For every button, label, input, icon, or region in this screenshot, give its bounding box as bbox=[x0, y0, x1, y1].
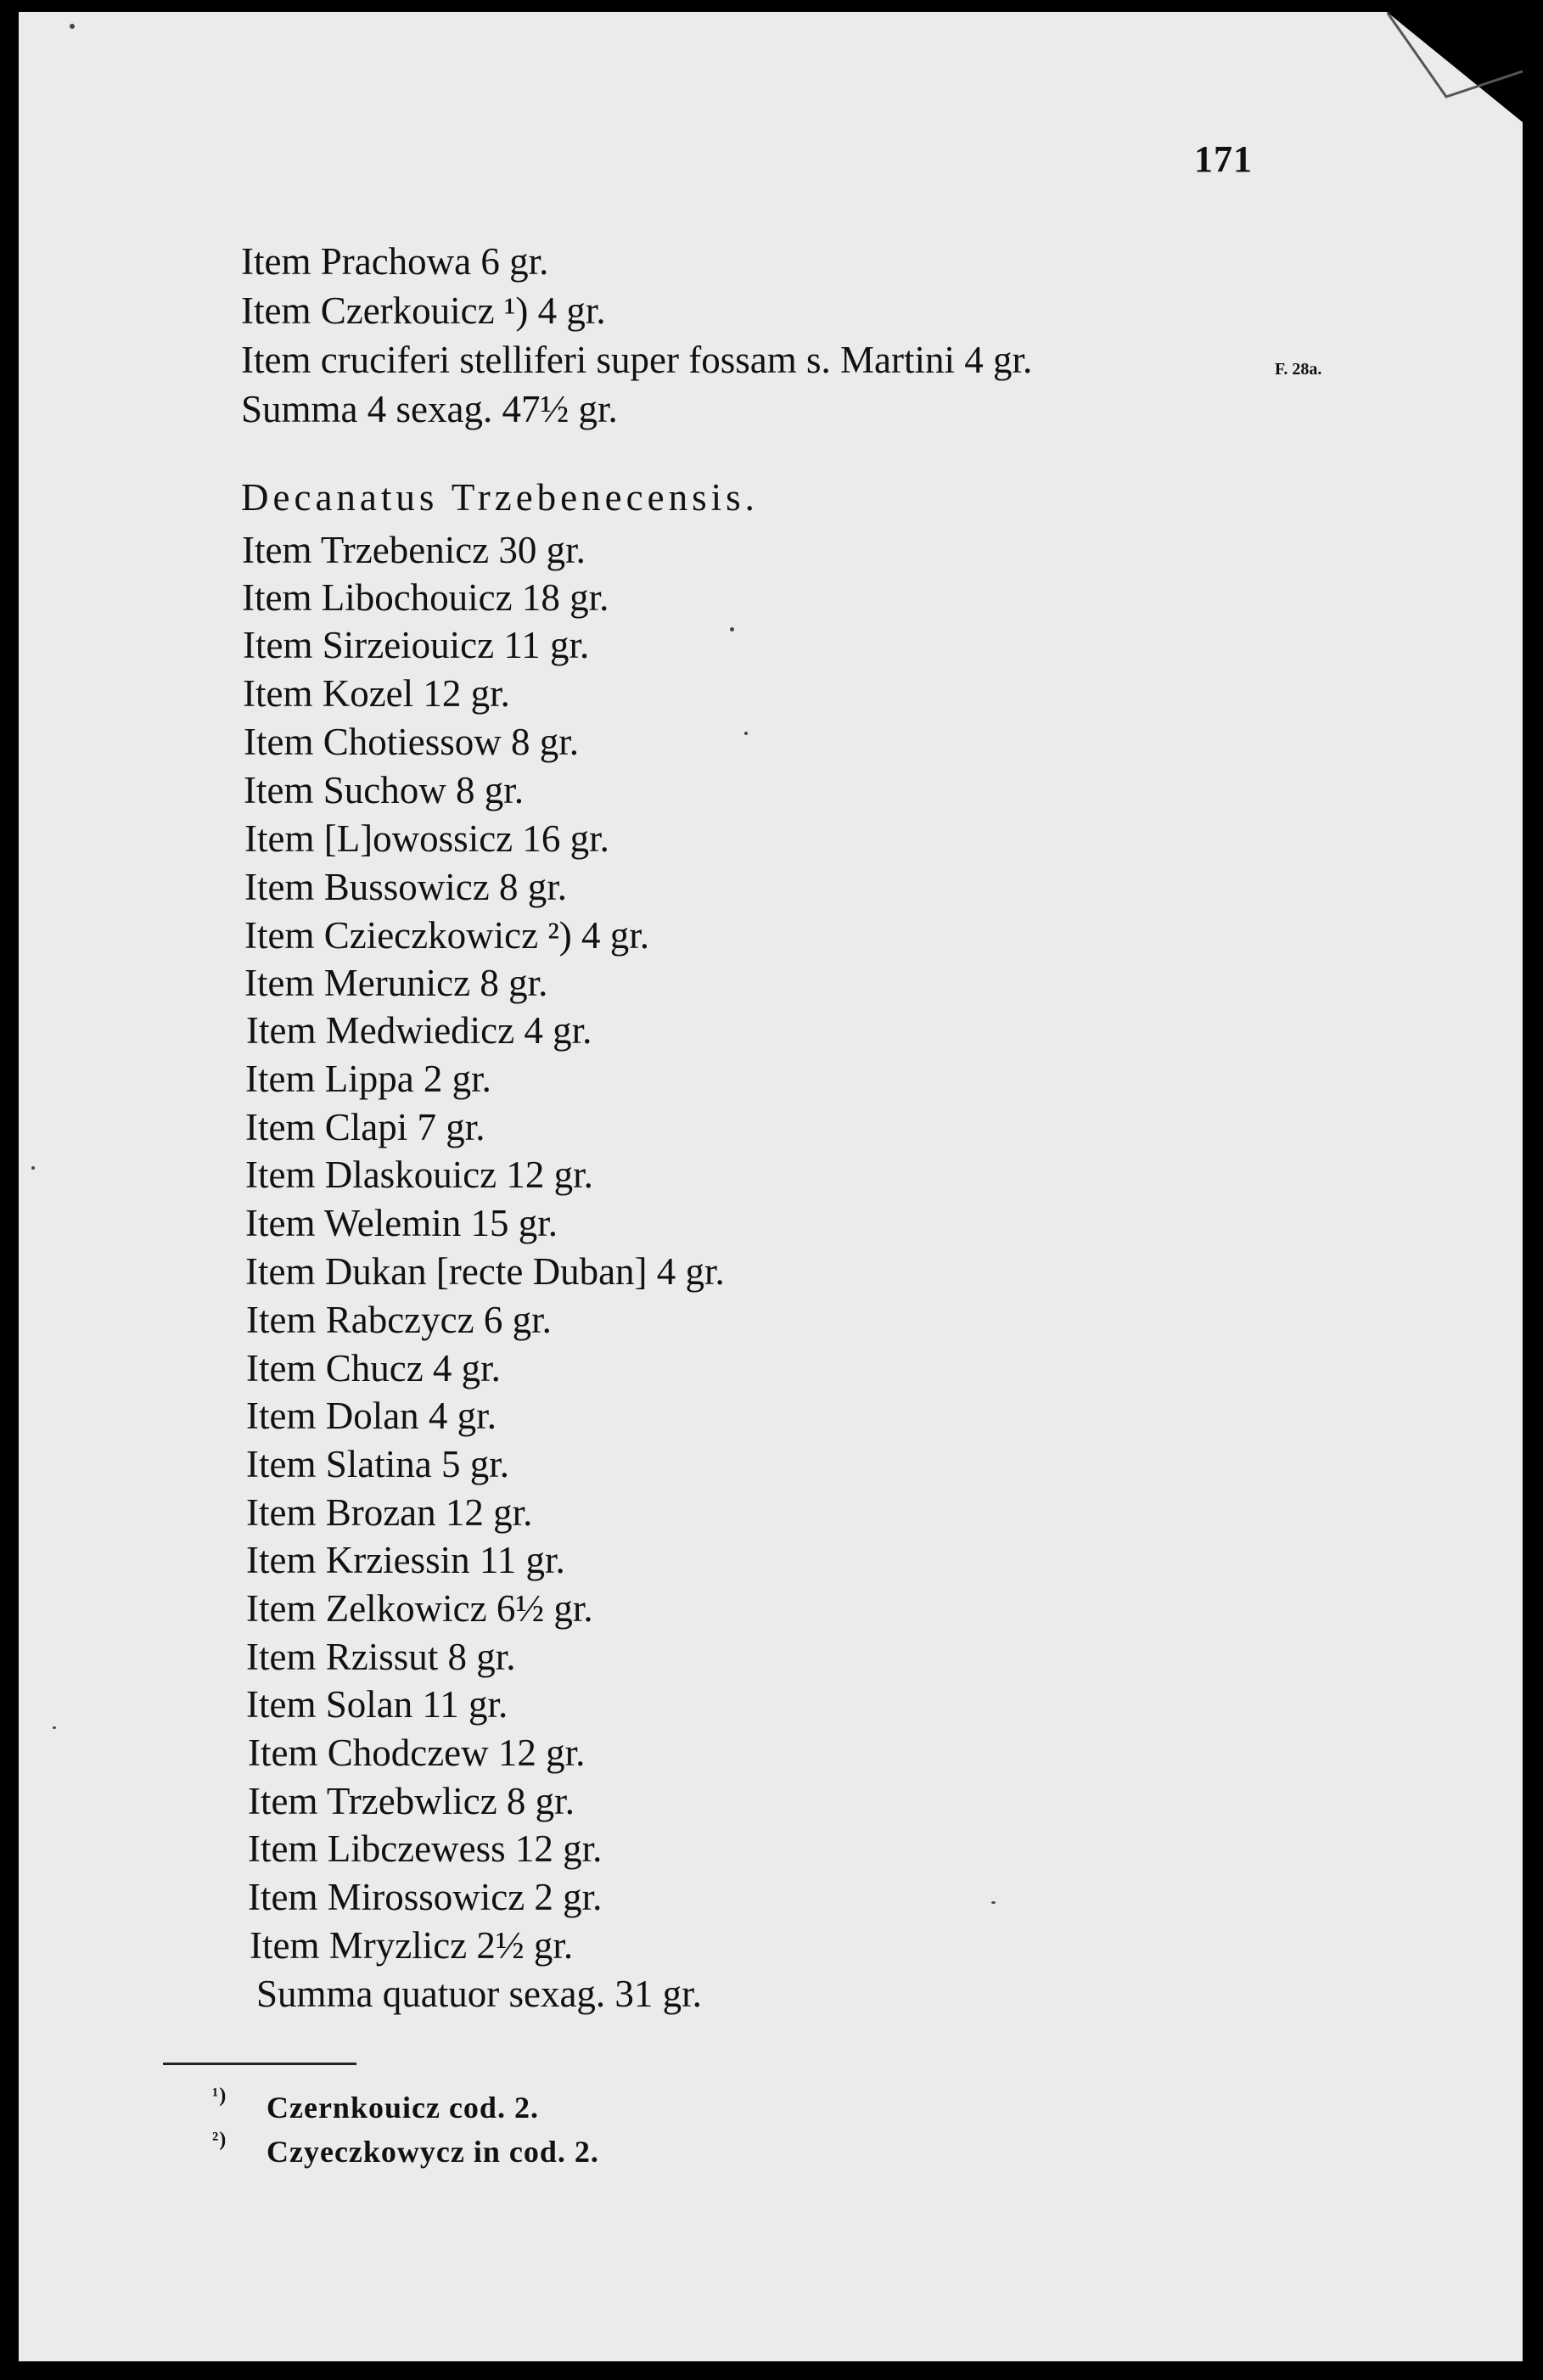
text-line: Item cruciferi stelliferi super fossam s. Martini 4 gr. bbox=[241, 339, 1033, 381]
summa-line: Summa quatuor sexag. 31 gr. bbox=[256, 1973, 702, 2015]
list-item: Item Rzissut 8 gr. bbox=[246, 1636, 516, 1678]
summa-line: Summa 4 sexag. 47½ gr. bbox=[241, 388, 618, 430]
list-item: Item Krziessin 11 gr. bbox=[246, 1539, 565, 1581]
list-item: Item Dolan 4 gr. bbox=[246, 1395, 497, 1437]
section-heading: Decanatus Trzebenecensis. bbox=[241, 476, 759, 519]
list-item: Item Chodczew 12 gr. bbox=[248, 1732, 586, 1774]
list-item: Item Libochouicz 18 gr. bbox=[242, 576, 609, 619]
list-item: Item Chotiessow 8 gr. bbox=[244, 721, 579, 763]
list-item: Item Trzebenicz 30 gr. bbox=[242, 529, 586, 571]
list-item: Item Rabczycz 6 gr. bbox=[246, 1299, 552, 1341]
list-item: Item Welemin 15 gr. bbox=[245, 1202, 558, 1244]
footnote bbox=[212, 2129, 599, 2170]
footnote bbox=[212, 2085, 539, 2125]
list-item: Item Trzebwlicz 8 gr. bbox=[248, 1780, 575, 1822]
paper-speck bbox=[70, 24, 75, 29]
paper-speck bbox=[991, 1901, 996, 1904]
list-item: Item Kozel 12 gr. bbox=[243, 672, 510, 715]
paper-speck bbox=[744, 732, 748, 735]
list-item: Item Lippa 2 gr. bbox=[245, 1058, 491, 1100]
list-item: Item Medwiedicz 4 gr. bbox=[246, 1009, 592, 1052]
margin-folio-note: F. 28a. bbox=[1275, 360, 1322, 379]
list-item: Item Clapi 7 gr. bbox=[245, 1106, 485, 1148]
paper-speck bbox=[31, 1166, 35, 1170]
list-item: Item Mirossowicz 2 gr. bbox=[248, 1876, 603, 1918]
list-item: Item Mryzlicz 2½ gr. bbox=[250, 1924, 574, 1967]
list-item: Item Dlaskouicz 12 gr. bbox=[245, 1154, 593, 1196]
document-page bbox=[19, 12, 1523, 2361]
list-item: Item Slatina 5 gr. bbox=[246, 1443, 509, 1485]
list-item: Item [L]owossicz 16 gr. bbox=[244, 817, 609, 860]
list-item: Item Solan 11 gr. bbox=[246, 1683, 508, 1726]
paper-speck bbox=[53, 1726, 56, 1729]
footnote-mark: ²) bbox=[212, 2129, 227, 2151]
footnote-mark: ¹) bbox=[212, 2085, 227, 2107]
list-item: Item Czieczkowicz ²) 4 gr. bbox=[244, 914, 650, 957]
list-item: Item Dukan [recte Duban] 4 gr. bbox=[245, 1250, 725, 1293]
list-item: Item Brozan 12 gr. bbox=[246, 1491, 533, 1534]
text-line: Item Czerkouicz ¹) 4 gr. bbox=[241, 289, 606, 332]
list-item: Item Zelkowicz 6½ gr. bbox=[246, 1587, 593, 1630]
list-item: Item Libczewess 12 gr. bbox=[248, 1827, 603, 1870]
text-line: Item Prachowa 6 gr. bbox=[241, 240, 549, 283]
list-item: Item Suchow 8 gr. bbox=[244, 769, 524, 811]
paper-speck bbox=[730, 627, 734, 631]
footnote-text: Czyeczkowycz in cod. 2. bbox=[267, 2135, 599, 2169]
page-number: 171 bbox=[1194, 138, 1253, 180]
list-item: Item Merunicz 8 gr. bbox=[244, 962, 548, 1004]
list-item: Item Bussowicz 8 gr. bbox=[244, 866, 567, 908]
footnote-text: Czernkouicz cod. 2. bbox=[267, 2091, 539, 2125]
footnote-rule bbox=[163, 2063, 356, 2065]
folded-corner bbox=[1387, 12, 1523, 122]
list-item: Item Sirzeiouicz 11 gr. bbox=[243, 624, 590, 666]
list-item: Item Chucz 4 gr. bbox=[246, 1347, 501, 1389]
